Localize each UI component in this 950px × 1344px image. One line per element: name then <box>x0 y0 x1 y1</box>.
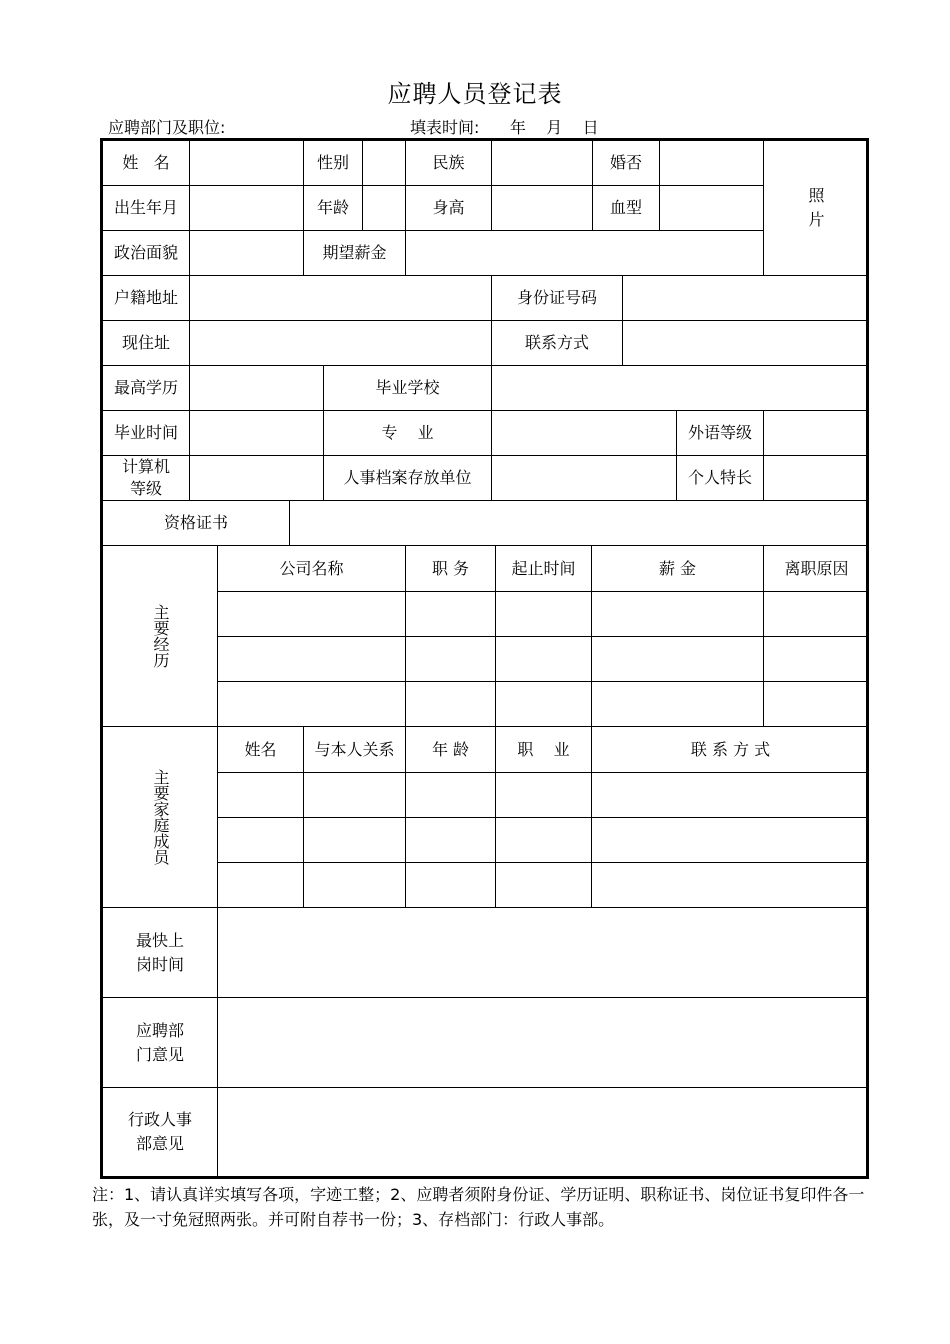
fam-header-relation: 与本人关系 <box>304 727 406 773</box>
political-label: 政治面貌 <box>103 231 190 276</box>
blood-field[interactable] <box>660 186 764 231</box>
grad-time-label: 毕业时间 <box>103 411 190 456</box>
fam-header-name: 姓名 <box>218 727 304 773</box>
start-time-field[interactable] <box>218 908 869 998</box>
gender-field[interactable] <box>363 141 406 186</box>
hr-opinion-label: 行政人事 部意见 <box>103 1088 218 1176</box>
ethnicity-label: 民族 <box>406 141 492 186</box>
family-cell[interactable] <box>592 863 869 908</box>
fam-header-age: 年 龄 <box>406 727 496 773</box>
family-cell[interactable] <box>406 863 496 908</box>
address-label: 现住址 <box>103 321 190 366</box>
gender-label: 性别 <box>304 141 363 186</box>
blood-label: 血型 <box>593 186 660 231</box>
family-cell[interactable] <box>304 863 406 908</box>
family-label: 主要家庭成员 <box>103 727 218 908</box>
id-number-label: 身份证号码 <box>492 276 623 321</box>
major-field[interactable] <box>492 411 677 456</box>
fill-date-label: 填表时间: 年 月 日 <box>410 118 599 137</box>
exp-cell[interactable] <box>496 592 592 637</box>
exp-cell[interactable] <box>764 637 869 682</box>
name-label: 姓 名 <box>103 141 190 186</box>
school-field[interactable] <box>492 366 869 411</box>
exp-header-reason: 离职原因 <box>764 546 869 592</box>
registration-form-table <box>100 138 869 1179</box>
exp-cell[interactable] <box>496 682 592 727</box>
marital-label: 婚否 <box>593 141 660 186</box>
page-title: 应聘人员登记表 <box>387 80 563 108</box>
archive-field[interactable] <box>492 456 677 501</box>
family-cell[interactable] <box>406 773 496 818</box>
exp-cell[interactable] <box>592 682 764 727</box>
fam-header-occupation: 职 业 <box>496 727 592 773</box>
hukou-label: 户籍地址 <box>103 276 190 321</box>
name-field[interactable] <box>190 141 304 186</box>
exp-cell[interactable] <box>406 637 496 682</box>
footnote: 注：1、请认真详实填写各项，字迹工整；2、应聘者须附身份证、学历证明、职称证书、岗位证书复印件各一张，及一寸免冠照两张。并可附自荐书一份；3、存档部门：行政人事部。 <box>92 1185 865 1229</box>
family-cell[interactable] <box>592 773 869 818</box>
exp-header-salary: 薪 金 <box>592 546 764 592</box>
family-cell[interactable] <box>304 773 406 818</box>
archive-label: 人事档案存放单位 <box>324 456 492 501</box>
id-number-field[interactable] <box>623 276 869 321</box>
family-cell[interactable] <box>496 773 592 818</box>
family-cell[interactable] <box>496 863 592 908</box>
dept-opinion-field[interactable] <box>218 998 869 1088</box>
certificate-label: 资格证书 <box>103 501 290 546</box>
exp-cell[interactable] <box>592 592 764 637</box>
exp-header-position: 职 务 <box>406 546 496 592</box>
family-cell[interactable] <box>304 818 406 863</box>
contact-label: 联系方式 <box>492 321 623 366</box>
lang-level-label: 外语等级 <box>677 411 764 456</box>
school-label: 毕业学校 <box>324 366 492 411</box>
certificate-field[interactable] <box>290 501 869 546</box>
exp-cell[interactable] <box>406 592 496 637</box>
marital-field[interactable] <box>660 141 764 186</box>
family-cell[interactable] <box>218 818 304 863</box>
address-field[interactable] <box>190 321 492 366</box>
family-cell[interactable] <box>406 818 496 863</box>
family-cell[interactable] <box>496 818 592 863</box>
family-cell[interactable] <box>592 818 869 863</box>
birth-field[interactable] <box>190 186 304 231</box>
specialty-field[interactable] <box>764 456 869 501</box>
family-cell[interactable] <box>218 773 304 818</box>
exp-header-company: 公司名称 <box>218 546 406 592</box>
major-label: 专 业 <box>324 411 492 456</box>
lang-level-field[interactable] <box>764 411 869 456</box>
education-label: 最高学历 <box>103 366 190 411</box>
exp-cell[interactable] <box>764 592 869 637</box>
dept-position-label: 应聘部门及职位: <box>108 118 226 137</box>
age-label: 年龄 <box>304 186 363 231</box>
exp-cell[interactable] <box>218 592 406 637</box>
contact-field[interactable] <box>623 321 869 366</box>
computer-field[interactable] <box>190 456 324 501</box>
exp-cell[interactable] <box>764 682 869 727</box>
salary-expect-field[interactable] <box>406 231 764 276</box>
exp-cell[interactable] <box>218 682 406 727</box>
age-field[interactable] <box>363 186 406 231</box>
fam-header-contact: 联 系 方 式 <box>592 727 869 773</box>
exp-cell[interactable] <box>496 637 592 682</box>
computer-label: 计算机 等级 <box>103 456 190 501</box>
exp-header-period: 起止时间 <box>496 546 592 592</box>
salary-expect-label: 期望薪金 <box>304 231 406 276</box>
specialty-label: 个人特长 <box>677 456 764 501</box>
height-field[interactable] <box>492 186 593 231</box>
birth-label: 出生年月 <box>103 186 190 231</box>
exp-cell[interactable] <box>406 682 496 727</box>
exp-cell[interactable] <box>592 637 764 682</box>
political-field[interactable] <box>190 231 304 276</box>
exp-cell[interactable] <box>218 637 406 682</box>
ethnicity-field[interactable] <box>492 141 593 186</box>
grad-time-field[interactable] <box>190 411 324 456</box>
dept-opinion-label: 应聘部 门意见 <box>103 998 218 1088</box>
height-label: 身高 <box>406 186 492 231</box>
start-time-label: 最快上 岗时间 <box>103 908 218 998</box>
hukou-field[interactable] <box>190 276 492 321</box>
family-cell[interactable] <box>218 863 304 908</box>
education-field[interactable] <box>190 366 324 411</box>
hr-opinion-field[interactable] <box>218 1088 869 1176</box>
photo-box[interactable]: 照 片 <box>764 141 869 276</box>
experience-label: 主要经历 <box>103 546 218 727</box>
